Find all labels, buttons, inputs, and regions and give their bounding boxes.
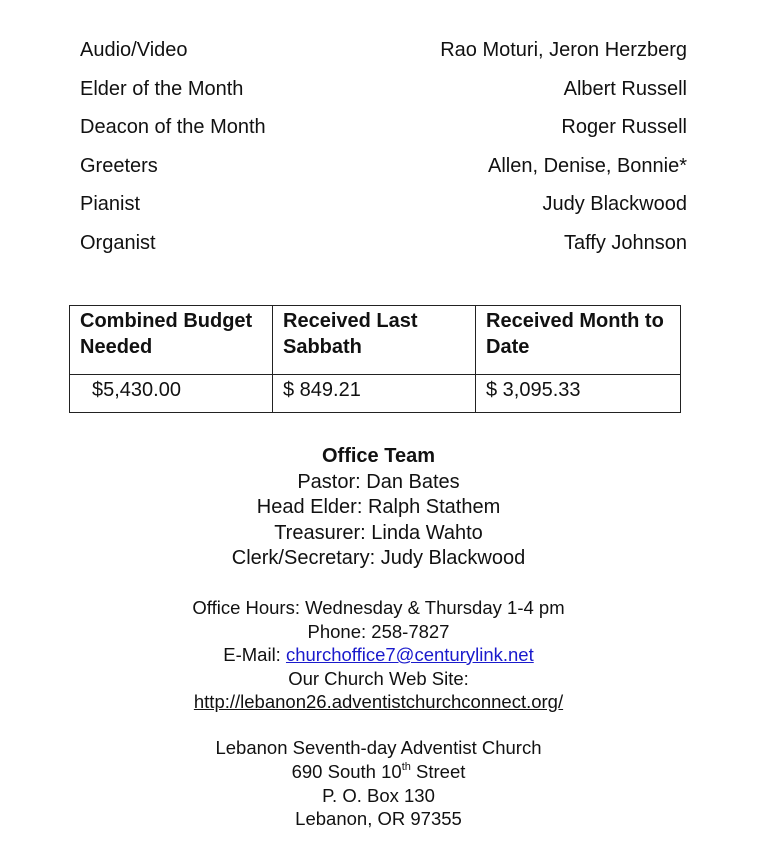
role-row [80, 229, 687, 268]
budget-value-month-to-date: $ 3,095.33 [476, 375, 681, 413]
role-label: Deacon of the Month [80, 116, 266, 138]
role-label: Audio/Video [80, 39, 188, 61]
role-value: Rao Moturi, Jeron Herzberg [440, 39, 687, 61]
church-name: Lebanon Seventh-day Adventist Church [215, 737, 542, 758]
office-team-title: Office Team [322, 445, 435, 467]
role-row [80, 36, 687, 75]
city-state-zip: Lebanon, OR 97355 [295, 808, 462, 830]
role-label: Greeters [80, 154, 158, 177]
email-line [0, 643, 757, 667]
budget-value-last-sabbath: $ 849.21 [273, 375, 476, 413]
budget-table [69, 305, 681, 413]
roles-list [80, 36, 687, 267]
budget-value-combined: $5,430.00 [70, 375, 273, 413]
church-address [0, 736, 757, 831]
office-hours: Office Hours: Wednesday & Thursday 1-4 pm [192, 597, 565, 618]
budget-header-last-sabbath: Received Last Sabbath [273, 306, 476, 375]
email-label: E-Mail: [223, 644, 286, 665]
role-value: Judy Blackwood [542, 193, 687, 215]
role-label: Pianist [80, 193, 141, 215]
office-team-head-elder: Head Elder: Ralph Stathem [256, 496, 501, 518]
office-team-treasurer: Treasurer: Linda Wahto [274, 521, 483, 544]
role-label: Elder of the Month [80, 77, 244, 100]
role-row [80, 152, 687, 191]
office-team-clerk: Clerk/Secretary: Judy Blackwood [231, 547, 526, 569]
budget-header-combined: Combined Budget Needed [70, 306, 273, 375]
role-row [80, 75, 687, 114]
role-row [80, 113, 687, 152]
budget-header-month-to-date: Received Month to Date [476, 306, 681, 375]
street-address [0, 760, 757, 784]
role-value: Taffy Johnson [563, 231, 687, 254]
street-ordinal: th [401, 760, 411, 773]
contact-info [0, 596, 757, 714]
role-value: Albert Russell [563, 77, 687, 100]
office-team [0, 444, 757, 572]
street-suffix: Street [410, 760, 466, 782]
office-team-pastor: Pastor: Dan Bates [297, 470, 460, 493]
phone: Phone: 258-7827 [307, 620, 450, 642]
website-link[interactable]: http://lebanon26.adventistchurchconnect.org/ [193, 691, 564, 712]
website-line [0, 690, 757, 714]
role-row [80, 190, 687, 229]
po-box: P. O. Box 130 [322, 784, 435, 806]
role-value: Roger Russell [561, 116, 687, 138]
role-label: Organist [80, 231, 156, 254]
email-link[interactable]: churchoffice7@centurylink.net [285, 644, 534, 665]
street-number: 690 South 10 [291, 760, 402, 782]
website-label: Our Church Web Site: [288, 667, 469, 689]
role-value: Allen, Denise, Bonnie* [487, 154, 687, 177]
budget-value-row [70, 375, 681, 413]
budget-header-row [70, 306, 681, 375]
